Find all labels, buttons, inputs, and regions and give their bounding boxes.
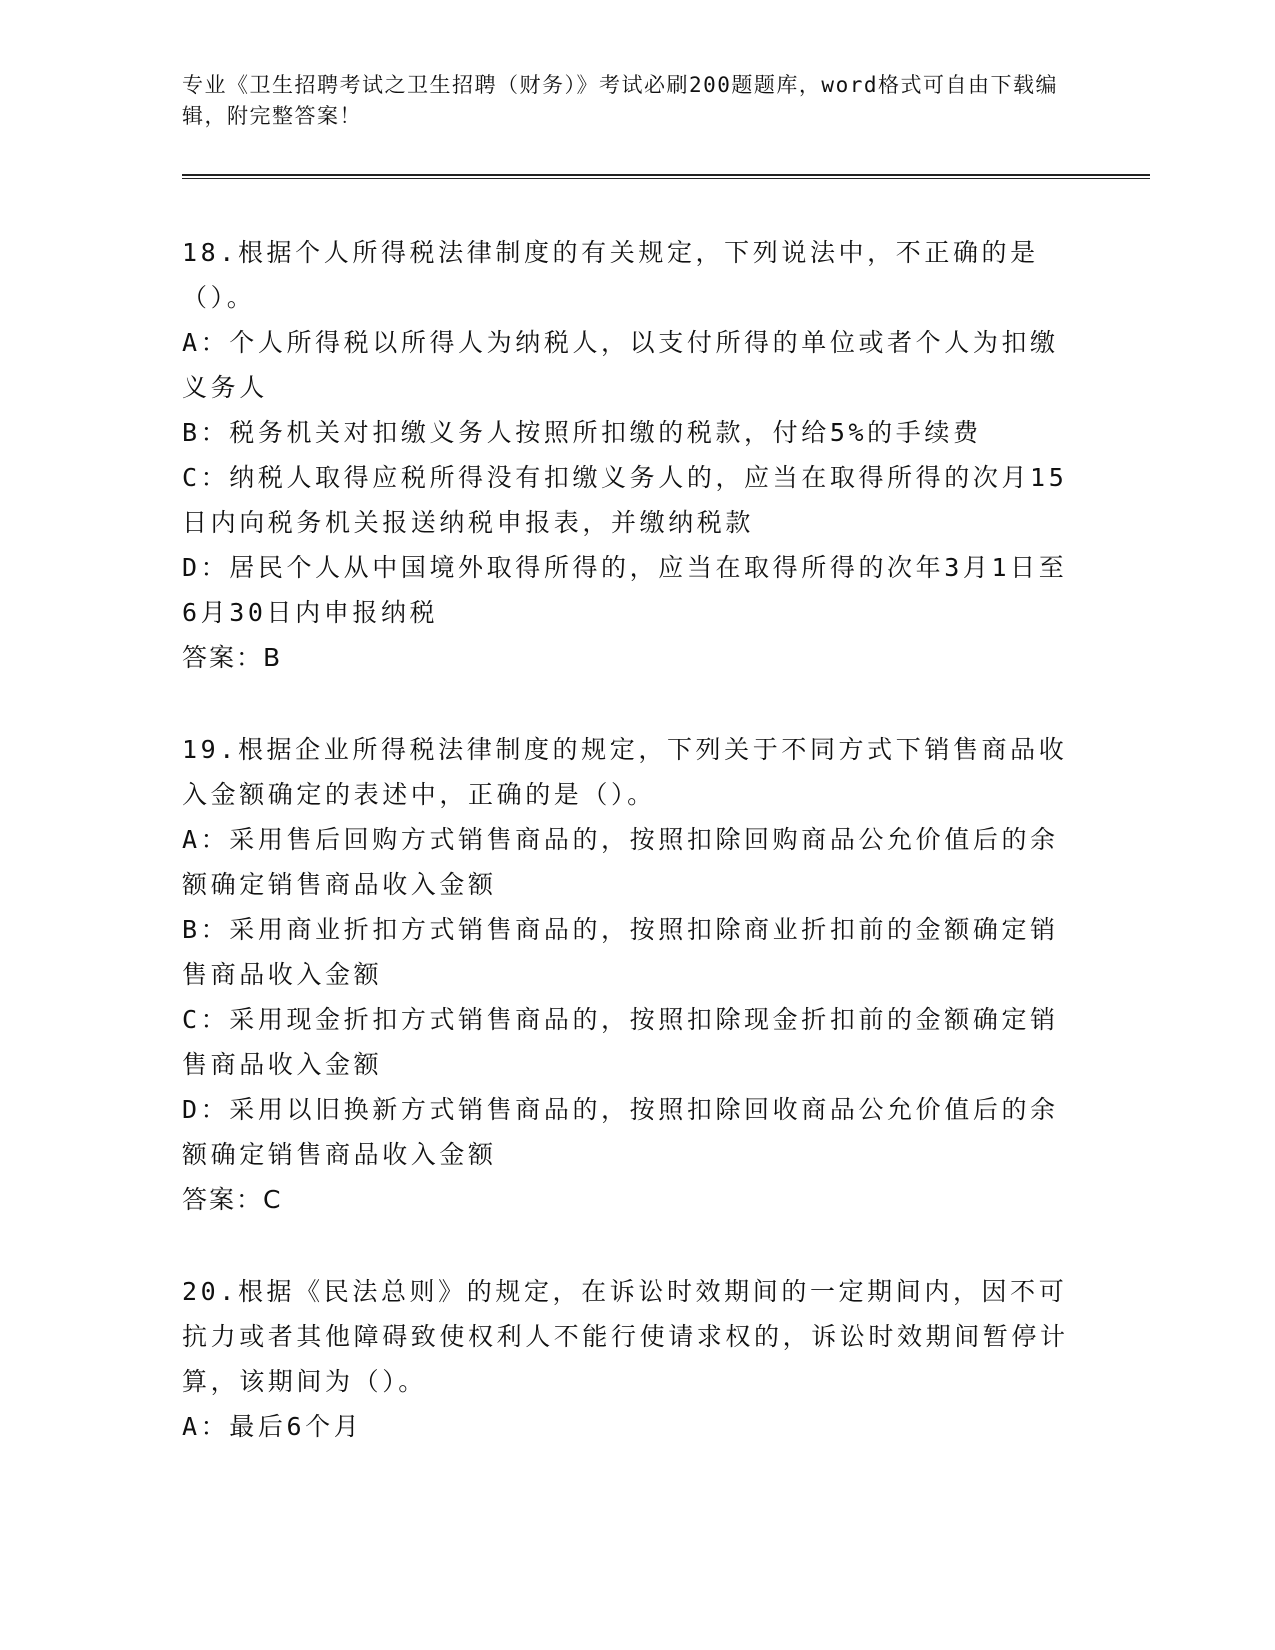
page-header (182, 70, 1062, 132)
answer-text: 答案：B (182, 643, 283, 672)
question-text: 19.根据企业所得税法律制度的规定，下列关于不同方式下销售商品收入金额确定的表述中，正确的是（）。 (182, 735, 1068, 809)
option-c: C：纳税人取得应税所得没有扣缴义务人的，应当在取得所得的次月15日内向税务机关报送纳税申报表，并缴纳税款 (182, 463, 1068, 537)
option-b: B：税务机关对扣缴义务人按照所扣缴的税款，付给5%的手续费 (182, 418, 982, 447)
question-list (182, 230, 1082, 1496)
question-19 (182, 727, 1082, 1222)
header-text: 专业《卫生招聘考试之卫生招聘（财务）》考试必刷200题题库，word格式可自由下载编辑，附完整答案！ (182, 73, 1058, 128)
question-text: 20.根据《民法总则》的规定，在诉讼时效期间的一定期间内，因不可抗力或者其他障碍致使权利人不能行使请求权的，诉讼时效期间暂停计算，该期间为（）。 (182, 1277, 1069, 1396)
question-20 (182, 1269, 1082, 1449)
option-d: D：采用以旧换新方式销售商品的，按照扣除回收商品公允价值后的余额确定销售商品收入金额 (182, 1095, 1059, 1169)
option-a: A：采用售后回购方式销售商品的，按照扣除回购商品公允价值后的余额确定销售商品收入金额 (182, 825, 1059, 899)
question-text: 18.根据个人所得税法律制度的有关规定，下列说法中，不正确的是（）。 (182, 238, 1039, 312)
option-d: D：居民个人从中国境外取得所得的，应当在取得所得的次年3月1日至6月30日内申报纳税 (182, 553, 1068, 627)
option-a: A：个人所得税以所得人为纳税人，以支付所得的单位或者个人为扣缴义务人 (182, 328, 1059, 402)
option-b: B：采用商业折扣方式销售商品的，按照扣除商业折扣前的金额确定销售商品收入金额 (182, 915, 1059, 989)
answer-text: 答案：C (182, 1185, 283, 1214)
question-18 (182, 230, 1082, 680)
option-a: A：最后6个月 (182, 1412, 363, 1441)
header-divider (182, 174, 1150, 179)
option-c: C：采用现金折扣方式销售商品的，按照扣除现金折扣前的金额确定销售商品收入金额 (182, 1005, 1059, 1079)
